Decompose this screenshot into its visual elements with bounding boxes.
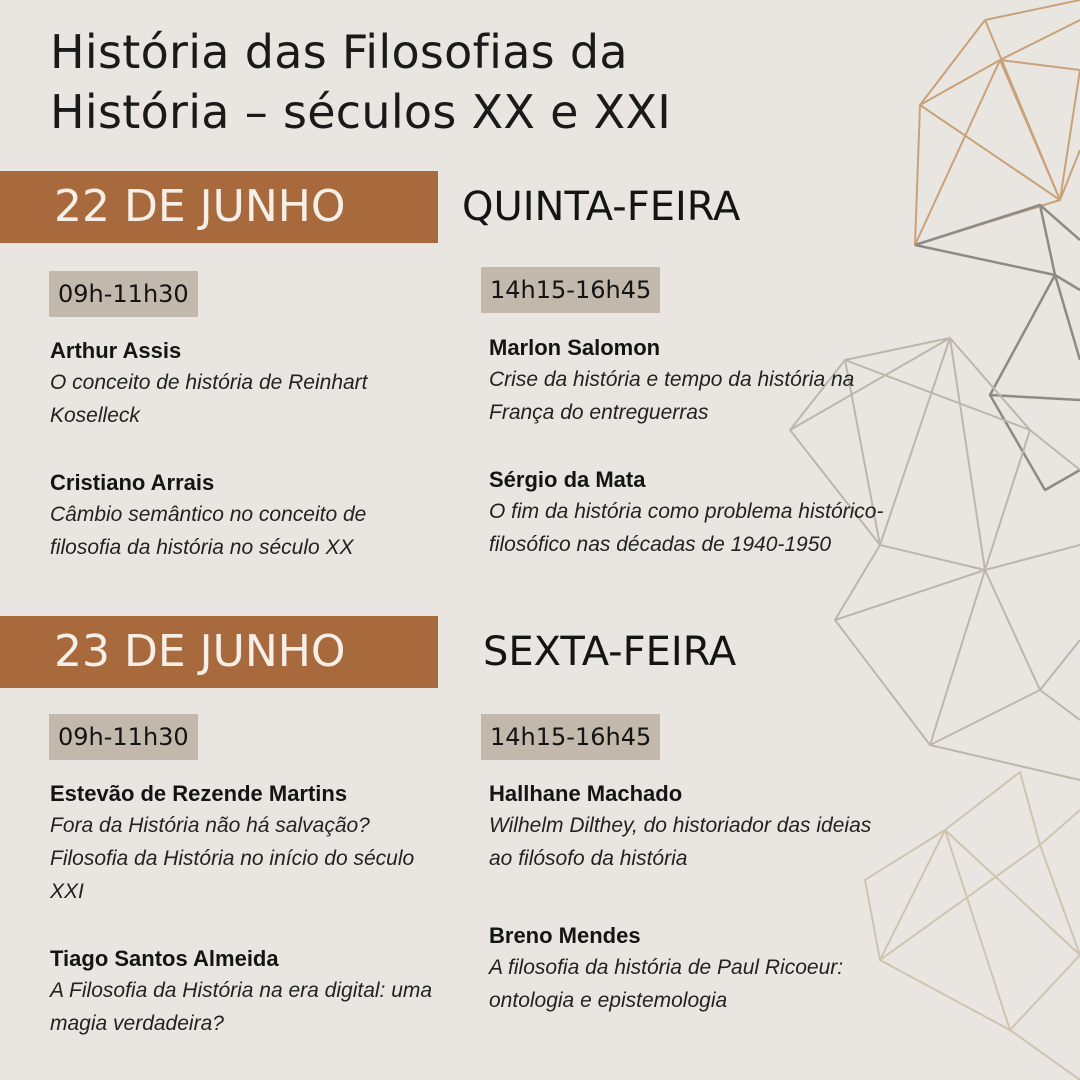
talk-title: O fim da história como problema histórico-filosófico nas décadas de 1940-1950 bbox=[489, 500, 884, 556]
time-badge-day1-afternoon: 14h15-16h45 bbox=[481, 267, 660, 313]
date-bar-day2: 23 DE JUNHO bbox=[0, 616, 438, 688]
time-badge-day2-afternoon: 14h15-16h45 bbox=[481, 714, 660, 760]
talk-title: A filosofia da história de Paul Ricoeur: ontologia e epistemologia bbox=[489, 956, 844, 1012]
speaker-name: Breno Mendes bbox=[489, 923, 641, 948]
talk-day2-morning-1 bbox=[50, 779, 440, 908]
time-badge-day2-morning: 09h-11h30 bbox=[49, 714, 198, 760]
talk-day2-afternoon-1 bbox=[489, 779, 899, 875]
title-line-2: História – séculos XX e XXI bbox=[50, 85, 672, 139]
talk-title: Crise da história e tempo da história na França do entreguerras bbox=[489, 368, 855, 424]
title-line-1: História das Filosofias da bbox=[50, 25, 628, 79]
speaker-name: Cristiano Arrais bbox=[50, 470, 215, 495]
talk-day2-morning-2 bbox=[50, 944, 440, 1040]
talk-day2-afternoon-2 bbox=[489, 921, 899, 1017]
talk-title: Câmbio semântico no conceito de filosofia da história no século XX bbox=[50, 503, 367, 559]
talk-title: Fora da História não há salvação? Filosofia da História no início do século XXI bbox=[50, 814, 415, 903]
talk-day1-afternoon-2 bbox=[489, 465, 899, 561]
speaker-name: Hallhane Machado bbox=[489, 781, 683, 806]
speaker-name: Sérgio da Mata bbox=[489, 467, 646, 492]
speaker-name: Marlon Salomon bbox=[489, 335, 661, 360]
date-bar-day1: 22 DE JUNHO bbox=[0, 171, 438, 243]
page-title bbox=[50, 22, 671, 142]
talk-title: O conceito de história de Reinhart Koselleck bbox=[50, 371, 368, 427]
speaker-name: Estevão de Rezende Martins bbox=[50, 781, 348, 806]
time-badge-day1-morning: 09h-11h30 bbox=[49, 271, 198, 317]
talk-title: Wilhelm Dilthey, do historiador das ideias ao filósofo da história bbox=[489, 814, 872, 870]
talk-title: A Filosofia da História na era digital: uma magia verdadeira? bbox=[50, 979, 433, 1035]
talk-day1-morning-1 bbox=[50, 336, 440, 432]
weekday-day2: SEXTA-FEIRA bbox=[483, 629, 737, 675]
weekday-day1: QUINTA-FEIRA bbox=[462, 184, 741, 230]
speaker-name: Arthur Assis bbox=[50, 338, 182, 363]
talk-day1-morning-2 bbox=[50, 468, 440, 564]
speaker-name: Tiago Santos Almeida bbox=[50, 946, 279, 971]
talk-day1-afternoon-1 bbox=[489, 333, 899, 429]
